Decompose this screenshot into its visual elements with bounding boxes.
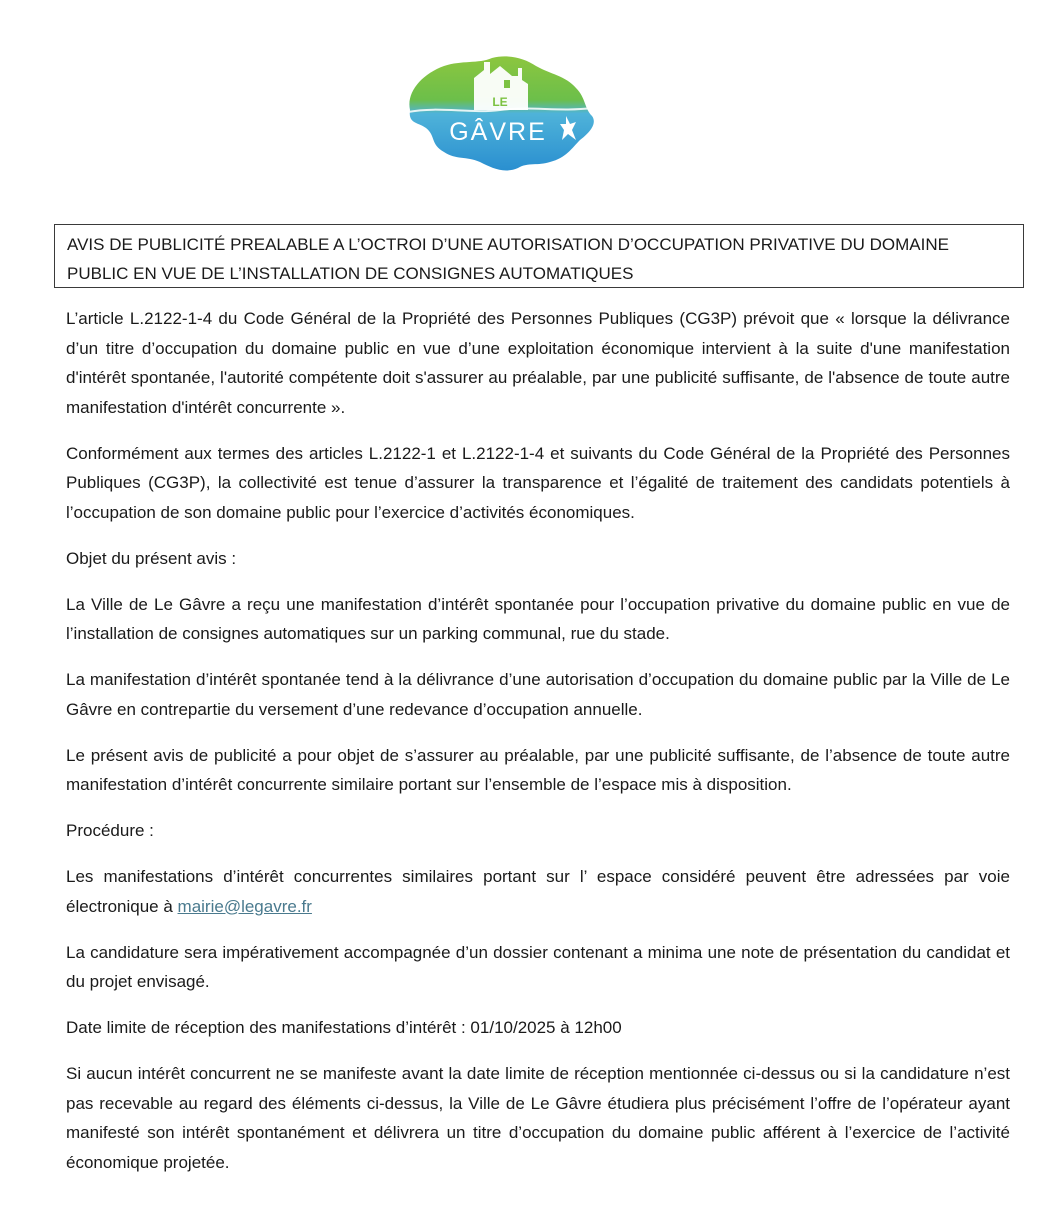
paragraph-purpose: Le présent avis de publicité a pour objet de s’assurer au préalable, par une publicité suffisante, de l’absence de toute autre manifestation d’intérêt concurrente similaire portant sur l’ensemble de l’espace mis à disposition. bbox=[66, 745, 1010, 794]
paragraph-objet: La Ville de Le Gâvre a reçu une manifestation d’intérêt spontanée pour l’occupation privative du domaine public en vue de l’installation de consignes automatiques sur un parking communal, rue du stade. bbox=[66, 594, 1010, 643]
notice-title: AVIS DE PUBLICITÉ PREALABLE A L’OCTROI D’UNE AUTORISATION D’OCCUPATION PRIVATIVE DU DOMAINE PUBLIC EN VUE DE L’INSTALLATION DE CONSIGNES AUTOMATIQUES bbox=[54, 224, 1024, 288]
town-logo bbox=[400, 52, 600, 174]
paragraph-conclusion: Si aucun intérêt concurrent ne se manifeste avant la date limite de réception mentionnée ci-dessus ou si la candidature n’est pas recevable au regard des éléments ci-dessus, la Ville de Le Gâvre étudiera plus précisément l’offre de l’opérateur ayant manifesté son intérêt spontanément et délivrera un titre d’occupation du domaine public afférent à l’exercice de l’activité économique projetée. bbox=[66, 1064, 1010, 1172]
submission-text: Les manifestations d’intérêt concurrentes similaires portant sur l’ espace considéré peuvent être adressées par voie électronique à bbox=[66, 867, 1010, 916]
logo-line1: LE bbox=[492, 95, 508, 109]
paragraph-legal-basis: L’article L.2122-1-4 du Code Général de la Propriété des Personnes Publiques (CG3P) prévoit que « lorsque la délivrance d’un titre d’occupation du domaine public en vue d’une exploitation économique intervient à la suite d'une manifestation d'intérêt spontanée, l'autorité compétente doit s'assurer au préalable, par une publicité suffisante, de l'absence de toute autre manifestation d'intérêt concurrente ». bbox=[66, 309, 1010, 417]
logo-line2: GÂVRE bbox=[449, 118, 547, 146]
heading-procedure: Procédure : bbox=[66, 821, 154, 840]
paragraph-manifestation: La manifestation d’intérêt spontanée tend à la délivrance d’une autorisation d’occupation du domaine public par la Ville de Le Gâvre en contrepartie du versement d’une redevance d’occupation annuelle. bbox=[66, 670, 1010, 719]
paragraph-deadline: Date limite de réception des manifestations d’intérêt : 01/10/2025 à 12h00 bbox=[66, 1018, 622, 1037]
email-link[interactable]: mairie@legavre.fr bbox=[177, 896, 312, 916]
notice-body bbox=[66, 304, 1010, 1194]
heading-objet: Objet du présent avis : bbox=[66, 548, 237, 568]
house-window bbox=[504, 80, 510, 88]
paragraph-conformity: Conformément aux termes des articles L.2122-1 et L.2122-1-4 et suivants du Code Général de la Propriété des Personnes Publiques (CG3P), la collectivité est tenue d’assurer la transparence et l’égalité de traitement des candidats potentiels à l’occupation de son domaine public pour l’exercice d’activités économiques. bbox=[66, 443, 1010, 522]
paragraph-candidature: La candidature sera impérativement accompagnée d’un dossier contenant a minima une note de présentation du candidat et du projet envisagé. bbox=[66, 942, 1010, 991]
town-logo-graphic bbox=[400, 52, 600, 174]
paragraph-submission bbox=[66, 862, 1010, 921]
